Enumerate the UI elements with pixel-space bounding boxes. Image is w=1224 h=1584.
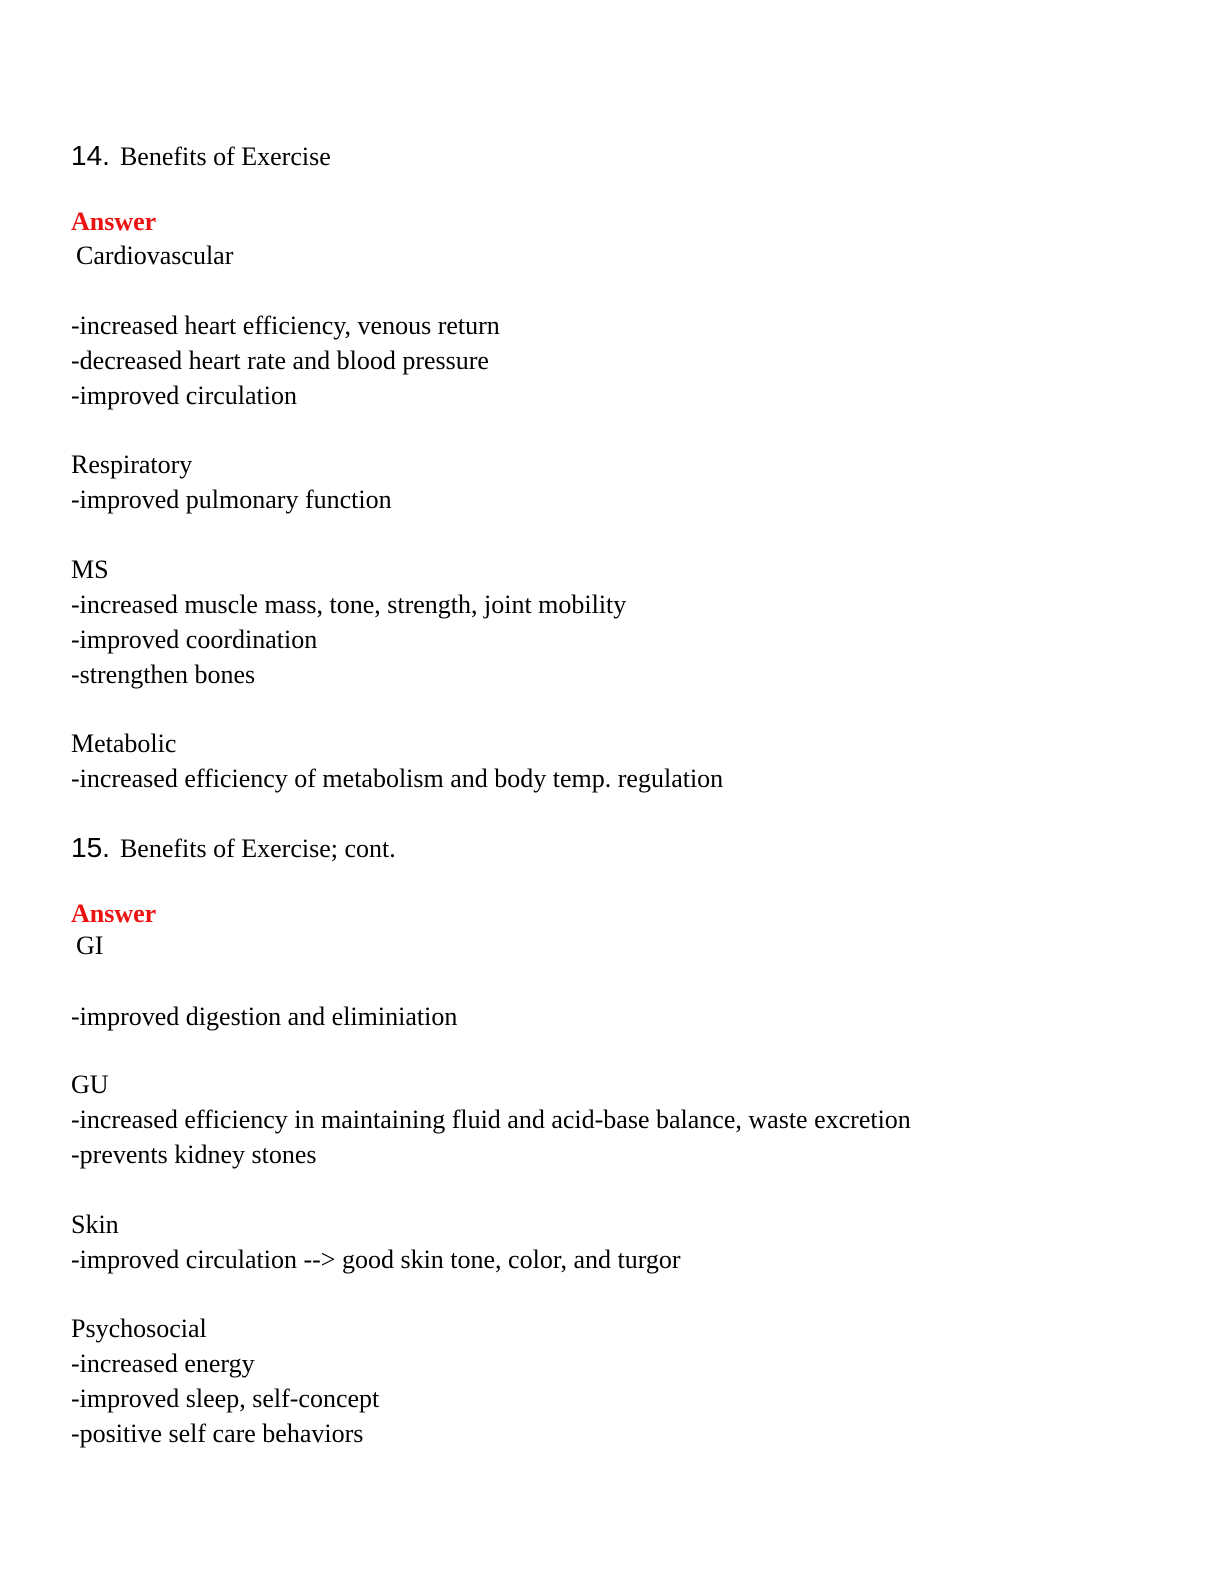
answer-section-heading: Skin [71, 1210, 119, 1239]
question-line [71, 832, 396, 872]
answer-label: Answer [71, 207, 157, 236]
answer-line: -increased heart efficiency, venous return [71, 311, 500, 340]
answer-line: -improved circulation --> good skin tone, color, and turgor [71, 1245, 681, 1274]
answer-line: -increased energy [71, 1349, 255, 1378]
answer-line: -improved digestion and eliminiation [71, 1002, 458, 1031]
question-number: 14. [71, 140, 110, 171]
answer-first-line: Cardiovascular [76, 241, 234, 270]
answer-line: -prevents kidney stones [71, 1140, 317, 1169]
answer-line: -improved sleep, self-concept [71, 1384, 380, 1413]
answer-line: -positive self care behaviors [71, 1419, 364, 1448]
answer-line: -strengthen bones [71, 660, 256, 689]
answer-section-heading: Psychosocial [71, 1314, 207, 1343]
answer-line: -improved pulmonary function [71, 485, 392, 514]
answer-first-line: GI [76, 931, 104, 960]
question-text: Benefits of Exercise [119, 142, 331, 171]
answer-section-heading: MS [71, 555, 109, 584]
answer-section-heading: Metabolic [71, 729, 177, 758]
question-line [71, 140, 331, 180]
answer-line: -increased muscle mass, tone, strength, joint mobility [71, 590, 627, 619]
answer-line: -increased efficiency of metabolism and body temp. regulation [71, 764, 724, 793]
question-text: Benefits of Exercise; cont. [119, 834, 396, 863]
question-number: 15. [71, 832, 110, 863]
answer-line: -decreased heart rate and blood pressure [71, 346, 489, 375]
answer-section-heading: GU [71, 1070, 109, 1099]
answer-section-heading: Respiratory [71, 450, 193, 479]
answer-line: -improved circulation [71, 381, 297, 410]
answer-label: Answer [71, 899, 157, 928]
answer-line: -increased efficiency in maintaining fluid and acid-base balance, waste excretion [71, 1105, 911, 1134]
answer-line: -improved coordination [71, 625, 318, 654]
